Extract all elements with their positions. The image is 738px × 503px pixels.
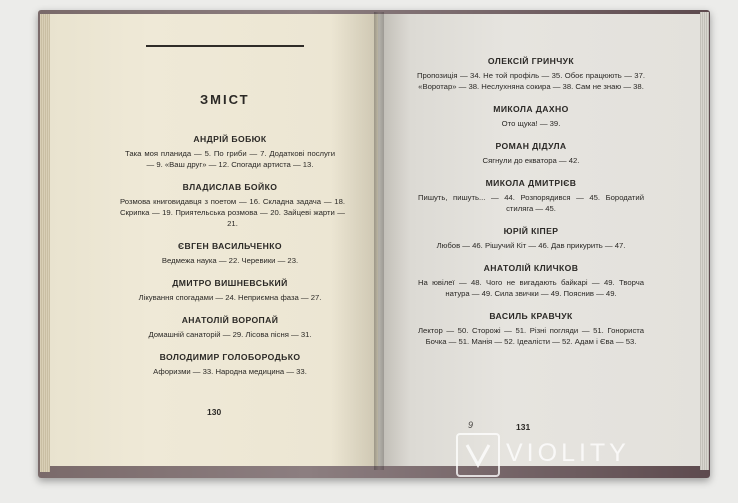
toc-entries: Афоризми — 33. Народна медицина — 33. [153,367,307,376]
author-name: МИКОЛА ДМИТРІЄВ [485,178,577,188]
author-name: МИКОЛА ДАХНО [493,104,569,114]
top-rule [146,45,304,47]
author-name: АНАТОЛІЙ КЛИЧКОВ [483,263,579,273]
toc-entries: Любов — 46. Рішучий Кіт — 46. Дав прикурить — 47. [436,241,626,250]
author-name: ЄВГЕН ВАСИЛЬЧЕНКО [178,241,282,251]
book-gutter [374,12,384,470]
toc-section [406,226,656,251]
toc-section [120,278,340,303]
author-name: ЮРІЙ КІПЕР [503,226,559,236]
right-contents [406,56,656,359]
author-name: ВОЛОДИМИР ГОЛОБОРОДЬКО [159,352,301,362]
toc-section [120,182,345,229]
author-name: ДМИТРО ВИШНЕВСЬКИЙ [172,278,288,288]
violity-logo-icon [456,433,500,477]
page-number: 130 [207,407,222,417]
toc-entries: Розмова книговидавця з поетом — 16. Складна задача — 18. Скрипка — 19. Приятельська розмова — 20. Зайцеві жарти — 21. [120,197,345,228]
toc-entries: Лектор — 50. Сторожі — 51. Різні погляди — 51. Гонориста Бочка — 51. Манія — 52. Ідеалісти — 52. Адам і Єва — 53. [418,326,644,346]
toc-entries: На ювілеї — 48. Чого не вигадають байкарі — 49. Творча натура — 49. Сила звички — 49. Пояснив — 49. [418,278,644,298]
toc-section [406,178,656,214]
author-name: РОМАН ДІДУЛА [495,141,567,151]
toc-entries: Така моя планида — 5. По гриби — 7. Додаткові послуги — 9. «Ваш друг» — 12. Спогади артиста — 13. [125,149,335,169]
toc-entries: Ото щука! — 39. [501,119,561,128]
toc-entries: Сягнули до екватора — 42. [482,156,580,165]
left-page [50,14,380,466]
toc-section [406,311,656,347]
toc-entries: Домашній санаторій — 29. Лісова пісня — 31. [148,330,312,339]
watermark-text: VIOLITY [506,439,630,467]
author-name: ВЛАДИСЛАВ БОЙКО [182,182,278,192]
toc-section [406,141,656,166]
page-edges-left [40,14,50,472]
author-name: АНДРІЙ БОБЮК [193,134,267,144]
toc-entries: Пропозиція — 34. Не той профіль — 35. Обоє працюють — 37. «Воротар» — 38. Неслухняна сокира — 38. Сам не знаю — 38. [417,71,645,91]
page-number: 131 [516,422,531,432]
author-name: ВАСИЛЬ КРАВЧУК [489,311,573,321]
toc-entries: Ведмежа наука — 22. Черевики — 23. [161,256,299,265]
toc-section [120,315,340,340]
contents-heading: ЗМІСТ [200,92,250,107]
toc-entries: Пишуть, пишуть... — 44. Розпорядився — 45. Бородатий стиляга — 45. [418,193,644,213]
toc-section [120,134,340,170]
right-page [378,14,700,466]
toc-section [120,241,340,266]
toc-section [406,56,656,92]
left-contents [120,134,345,389]
watermark [456,433,718,479]
toc-entries: Лікування спогадами — 24. Неприємна фаза — 27. [138,293,322,302]
author-name: ОЛЕКСІЙ ГРИНЧУК [487,56,575,66]
author-name: АНАТОЛІЙ ВОРОПАЙ [181,315,279,325]
toc-section [406,104,656,129]
toc-section [120,352,340,377]
margin-mark: 9 [468,420,474,430]
page-edges-right [700,12,709,470]
toc-section [406,263,656,299]
